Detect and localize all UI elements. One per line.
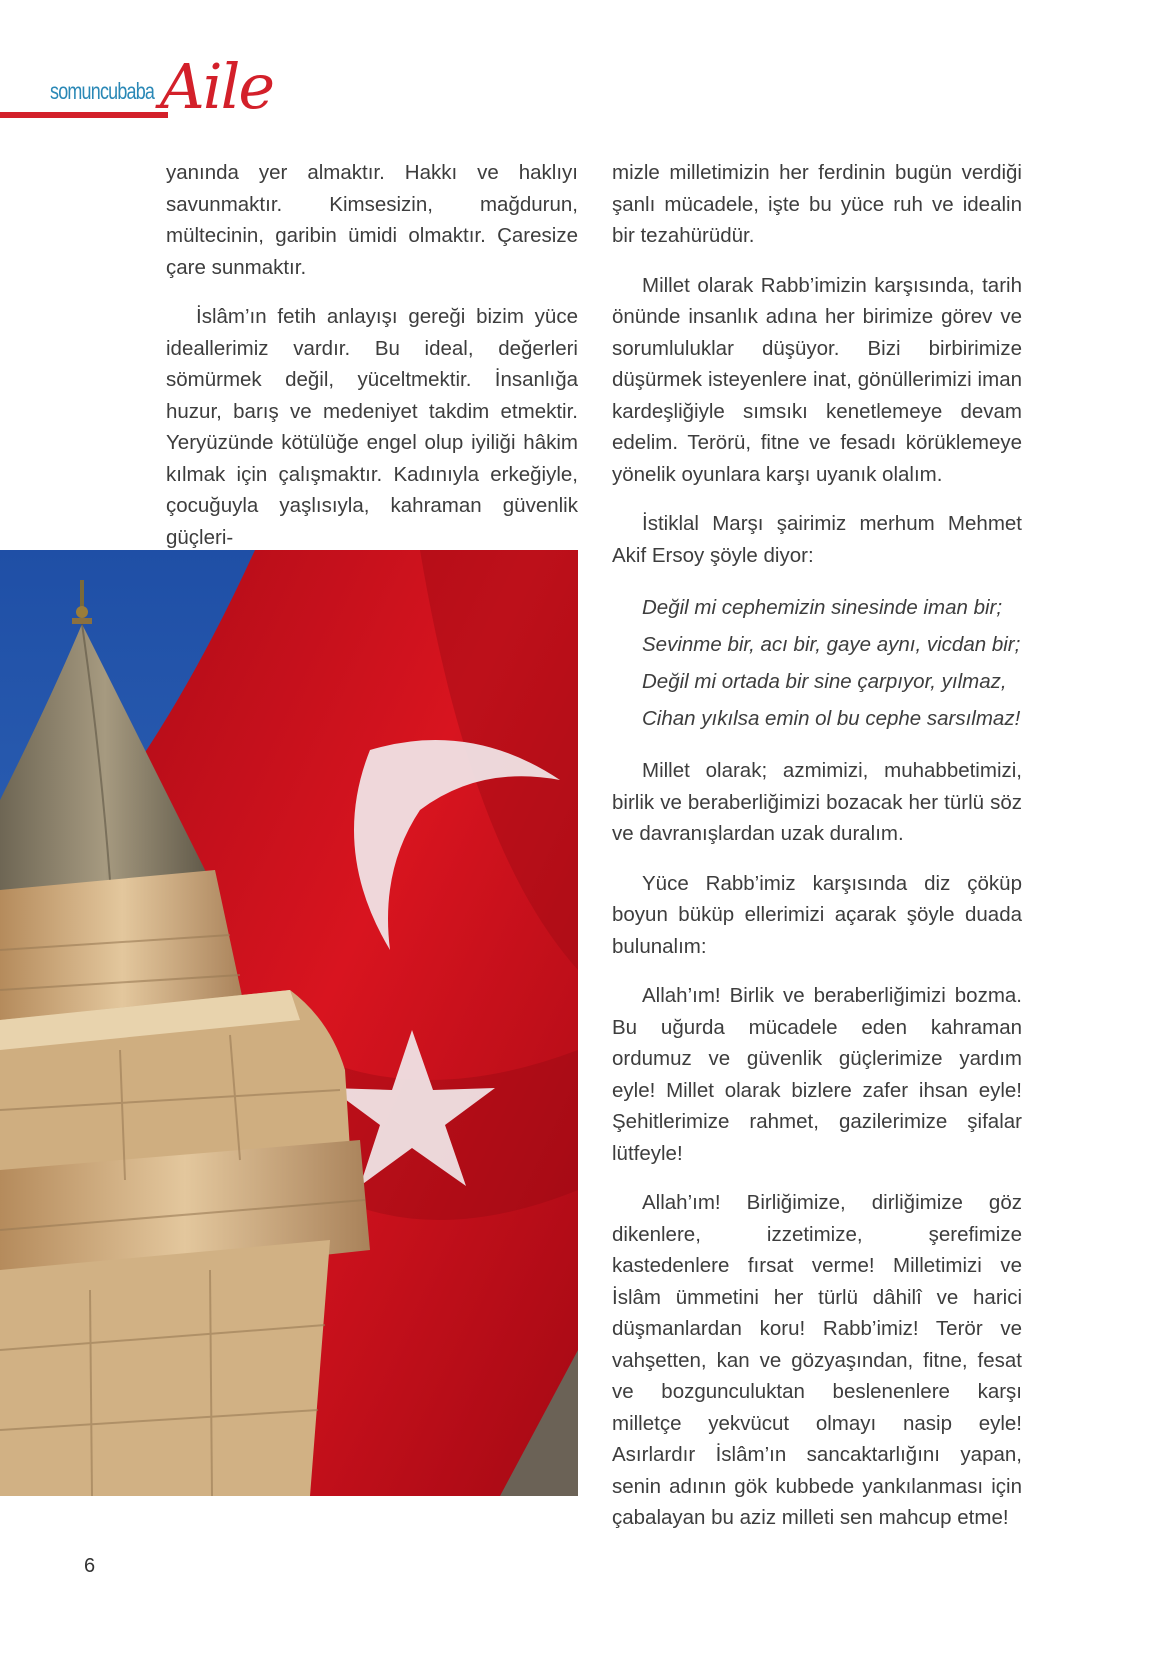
paragraph: Millet olarak Rabb’imizin karşısında, tarih önünde insanlık adına her birimize görev ve sorumluluklar düşüyor. Bizi birbirimize düşürmek isteyenlere inat, gönüllerimizi iman kardeşliğiyle sımsıkı kenetlemeye devam edelim. Terörü, fitne ve fesadı körüklemeye yönelik oyunlara karşı uyanık olalım. (612, 273, 1022, 486)
paragraph: Allah’ım! Birliğimize, dirliğimize göz dikenlere, izzetimize, şerefimize kastedenlere fırsat verme! Milletimizi ve İslâm ümmetini her türlü dâhilî ve harici düşmanlardan koru! Rabb’imiz! Terör ve vahşetten, kan ve gözyaşından, fitne, fesat ve bozgunculuktan beslenenlere karşı milletçe yekvücut olmayı nasip eyle! Asırlardır İslâm’ın sancaktarlığını yapan, senin adının gök kubbede yankılanması için çabalayan bu aziz milleti sen mahcup etme! (612, 1191, 1022, 1529)
brand-part1: somuncu (50, 78, 118, 104)
poem-line: Değil mi cephemizin sinesinde iman bir; (642, 596, 1003, 619)
header-rule (0, 112, 168, 118)
page-number: 6 (84, 1555, 96, 1577)
photo-illustration (0, 550, 578, 1496)
left-column (166, 157, 578, 571)
magazine-logo (0, 50, 300, 140)
paragraph: Millet olarak; azmimizi, muhabbetimizi, birlik ve beraberliğimizi bozacak her türlü söz ve davranışlardan uzak duralım. (612, 759, 1022, 845)
paragraph: yanında yer almaktır. Hakkı ve haklıyı savunmaktır. Kimsesizin, mağdurun, mültecinin, garibin ümidi olmaktır. Çaresize çare sunmaktır. (166, 161, 578, 279)
poem-line: Değil mi ortada bir sine çarpıyor, yılmaz, (642, 670, 1007, 693)
paragraph: mizle milletimizin her ferdinin bugün verdiği şanlı mücadele, işte bu yüce ruh ve idealin bir tezahürüdür. (612, 161, 1022, 247)
brand-name (50, 78, 154, 105)
paragraph: İslâm’ın fetih anlayışı gereği bizim yüce ideallerimiz vardır. Bu ideal, değerleri sömürmek değil, yüceltmektir. İnsanlığa huzur, barış ve medeniyet takdim etmektir. Yeryüzünde kötülüğe engel olup iyiliği hâkim kılmak için çalışmaktır. Kadınıyla erkeğiyle, çocuğuyla yaşlısıyla, kahraman güvenlik güçleri- (166, 305, 578, 549)
brand-part2: baba (117, 78, 155, 104)
paragraph: Allah’ım! Birlik ve beraberliğimizi bozma. Bu uğurda mücadele eden kahraman ordumuz ve güvenlik güçlerimize yardım eyle! Millet olarak bizlere zafer ihsan eyle! Şehitlerimize rahmet, gazilerimize şifalar lütfeyle! (612, 984, 1022, 1165)
paragraph: İstiklal Marşı şairimiz merhum Mehmet Akif Ersoy şöyle diyor: (612, 512, 1022, 567)
minaret-flag-photo (0, 550, 578, 1496)
poem-quote (642, 589, 1022, 737)
right-column (612, 157, 1022, 1552)
poem-line: Sevinme bir, acı bir, gaye aynı, vicdan bir; (642, 633, 1021, 656)
poem-line: Cihan yıkılsa emin ol bu cephe sarsılmaz! (642, 707, 1021, 730)
brand-aile: Aile (160, 50, 274, 123)
paragraph: Yüce Rabb’imiz karşısında diz çöküp boyun büküp ellerimizi açarak şöyle duada bulunalım: (612, 871, 1022, 958)
